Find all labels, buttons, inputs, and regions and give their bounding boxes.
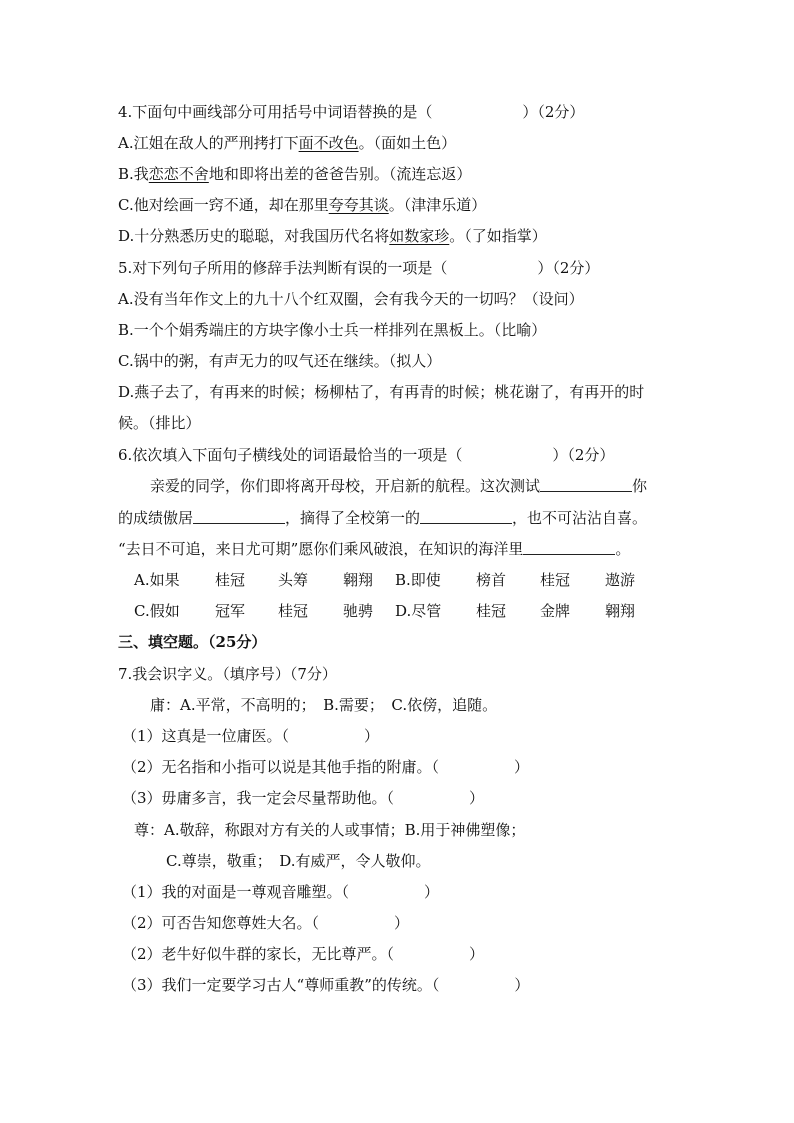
choice-word: 遨游 (605, 571, 636, 589)
choice-word: 榜首 (476, 571, 507, 589)
q6-passage-line3: “去日不可追，来日尤可期”愿你们乘风破浪，在知识的海洋里 。 (118, 540, 631, 558)
q5-option-a: A.没有当年作文上的九十八个红双圈，会有我今天的一切吗？（设问） (118, 290, 584, 308)
choice-word: 桂冠 (540, 571, 571, 589)
choice-word: 头筹 (278, 571, 309, 589)
choice-label: D.尽管 (395, 602, 442, 620)
answer-blank[interactable] (540, 477, 632, 492)
q7-yong-item-1: （1）这真是一位庸医。（ ） (122, 727, 380, 745)
choice-label: A.如果 (134, 571, 180, 589)
choice-word: 翱翔 (343, 571, 374, 589)
q5-option-d-line2: 候。（排比） (118, 414, 201, 432)
q7-yong-item-2: （2）无名指和小指可以说是其他手指的附庸。（ ） (122, 758, 530, 776)
choice-word: 桂冠 (278, 602, 309, 620)
choice-word: 金牌 (540, 602, 571, 620)
q6-passage-line1: 亲爱的同学，你们即将离开母校，开启新的航程。这次测试 你 (150, 477, 648, 495)
choice-word: 驰骋 (343, 602, 374, 620)
q5-option-c: C.锅中的粥，有声无力的叹气还在继续。（拟人） (118, 352, 442, 370)
q5-stem: 5.对下列句子所用的修辞手法判断有误的一项是（ ）（2分） (118, 259, 600, 277)
q7-zun-definition-1: 尊：A.敬辞，称跟对方有关的人或事情；B.用于神佛塑像； (134, 821, 526, 839)
choice-word: 冠军 (215, 602, 246, 620)
q7-stem: 7.我会识字义。（填序号）（7分） (118, 665, 337, 683)
q7-zun-item-3: （2）老牛好似牛群的家长，无比尊严。（ ） (122, 945, 485, 963)
choice-word: 翱翔 (605, 602, 636, 620)
q4-option-c: C.他对绘画一窍不通，却在那里夸夸其谈。（津津乐道） (118, 196, 487, 214)
answer-blank[interactable] (420, 509, 512, 524)
q4-option-d: D.十分熟悉历史的聪聪，对我国历代名将如数家珍。（了如指掌） (118, 227, 547, 245)
q7-yong-definition: 庸：A.平常，不高明的； B.需要； C.依傍，追随。 (150, 696, 498, 714)
q6-stem: 6.依次填入下面句子横线处的词语最恰当的一项是（ ）（2分） (118, 446, 615, 464)
answer-blank[interactable] (193, 509, 285, 524)
q4-option-b: B.我恋恋不舍地和即将出差的爸爸告别。（流连忘返） (118, 165, 472, 183)
choice-label: B.即使 (395, 571, 441, 589)
q7-zun-item-1: （1）我的对面是一尊观音雕塑。（ ） (122, 883, 440, 901)
answer-blank[interactable] (523, 540, 615, 555)
choice-word: 桂冠 (215, 571, 246, 589)
choice-word: 桂冠 (476, 602, 507, 620)
q4-option-a: A.江姐在敌人的严刑拷打下面不改色。（面如土色） (118, 134, 457, 152)
q5-option-b: B.一个个娟秀端庄的方块字像小士兵一样排列在黑板上。（比喻） (118, 321, 547, 339)
q6-passage-line2: 的成绩傲居 ，摘得了全校第一的 ，也不可沾沾自喜。 (118, 509, 648, 527)
q7-zun-item-2: （2）可否告知您尊姓大名。（ ） (122, 914, 410, 932)
q5-option-d-line1: D.燕子去了，有再来的时候；杨柳枯了，有再青的时候；桃花谢了，有再开的时 (118, 383, 645, 401)
q7-zun-item-4: （3）我们一定要学习古人“尊师重教”的传统。（ ） (122, 976, 530, 994)
q7-zun-definition-2: C.尊崇，敬重； D.有威严，令人敬仰。 (166, 852, 431, 870)
q7-yong-item-3: （3）毋庸多言，我一定会尽量帮助他。（ ） (122, 789, 485, 807)
q4-stem: 4.下面句中画线部分可用括号中词语替换的是（ ）（2分） (118, 103, 585, 121)
choice-label: C.假如 (134, 602, 180, 620)
section-heading: 三、填空题。（25分） (118, 633, 267, 651)
